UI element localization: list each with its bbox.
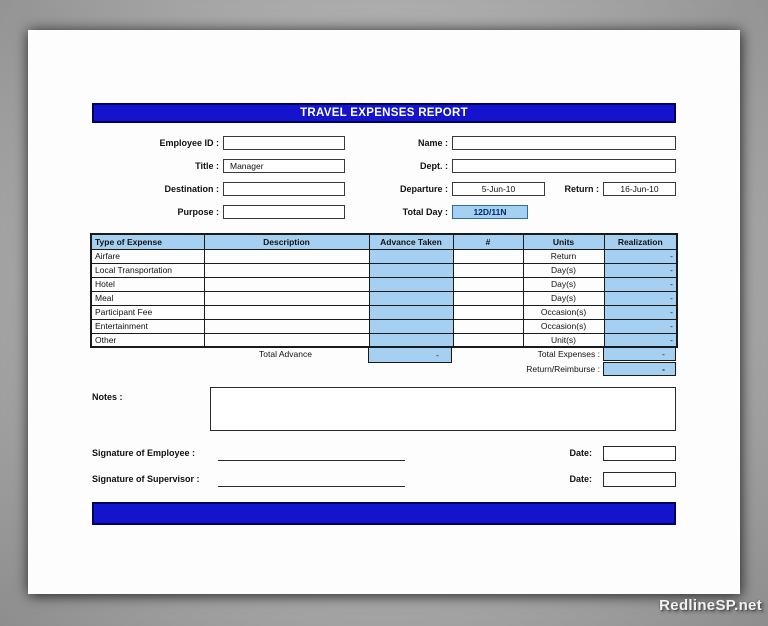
- qty-cell[interactable]: [453, 263, 523, 277]
- realization-cell: -: [604, 319, 677, 333]
- realization-cell: -: [604, 277, 677, 291]
- header-units: Units: [523, 234, 604, 249]
- total-expenses-value: -: [603, 347, 676, 361]
- table-row: [91, 305, 677, 319]
- title-field[interactable]: Manager: [223, 159, 345, 173]
- qty-cell[interactable]: [453, 277, 523, 291]
- total-advance-value: -: [368, 347, 452, 363]
- description-cell[interactable]: [204, 291, 369, 305]
- description-cell[interactable]: [204, 263, 369, 277]
- description-cell[interactable]: [204, 333, 369, 347]
- date-employee-field[interactable]: [603, 446, 676, 461]
- units-cell: Day(s): [523, 277, 604, 291]
- type-cell: Local Transportation: [91, 263, 204, 277]
- header-description: Description: [204, 234, 369, 249]
- name-field[interactable]: [452, 136, 676, 150]
- destination-field[interactable]: [223, 182, 345, 196]
- notes-label: Notes :: [92, 392, 123, 402]
- realization-cell: -: [604, 249, 677, 263]
- signature-employee-line[interactable]: [218, 460, 405, 461]
- report-title-banner: TRAVEL EXPENSES REPORT: [92, 103, 676, 123]
- header-realization: Realization: [604, 234, 677, 249]
- total-expenses-label: Total Expenses :: [537, 349, 600, 359]
- employee-id-label: Employee ID :: [159, 138, 219, 148]
- realization-cell: -: [604, 305, 677, 319]
- dept-label: Dept. :: [420, 161, 448, 171]
- watermark-text: RedlineSP.net: [659, 597, 762, 614]
- return-field[interactable]: 16-Jun-10: [603, 182, 676, 196]
- advance-taken-cell[interactable]: [369, 277, 453, 291]
- dept-field[interactable]: [452, 159, 676, 173]
- header-advance-taken: Advance Taken: [369, 234, 453, 249]
- date-supervisor-field[interactable]: [603, 472, 676, 487]
- employee-id-field[interactable]: [223, 136, 345, 150]
- description-cell[interactable]: [204, 319, 369, 333]
- header-qty: #: [453, 234, 523, 249]
- units-cell: Day(s): [523, 263, 604, 277]
- notes-field[interactable]: [210, 387, 676, 431]
- purpose-label: Purpose :: [177, 207, 219, 217]
- date-employee-label: Date:: [569, 448, 592, 458]
- signature-supervisor-line[interactable]: [218, 486, 405, 487]
- signature-employee-label: Signature of Employee :: [92, 448, 196, 458]
- qty-cell[interactable]: [453, 291, 523, 305]
- name-label: Name :: [417, 138, 448, 148]
- description-cell[interactable]: [204, 277, 369, 291]
- total-advance-label: Total Advance: [259, 349, 312, 359]
- qty-cell[interactable]: [453, 305, 523, 319]
- table-row: [91, 249, 677, 263]
- type-cell: Entertainment: [91, 319, 204, 333]
- units-cell: Occasion(s): [523, 319, 604, 333]
- realization-cell: -: [604, 291, 677, 305]
- units-cell: Occasion(s): [523, 305, 604, 319]
- signature-supervisor-label: Signature of Supervisor :: [92, 474, 200, 484]
- date-supervisor-label: Date:: [569, 474, 592, 484]
- advance-taken-cell[interactable]: [369, 305, 453, 319]
- description-cell[interactable]: [204, 249, 369, 263]
- expense-table-header-row: [91, 234, 677, 249]
- bottom-accent-bar: [92, 502, 676, 525]
- type-cell: Other: [91, 333, 204, 347]
- realization-cell: -: [604, 263, 677, 277]
- type-cell: Participant Fee: [91, 305, 204, 319]
- description-cell[interactable]: [204, 305, 369, 319]
- table-row: [91, 319, 677, 333]
- realization-cell: -: [604, 333, 677, 347]
- departure-field[interactable]: 5-Jun-10: [452, 182, 545, 196]
- units-cell: Unit(s): [523, 333, 604, 347]
- type-cell: Airfare: [91, 249, 204, 263]
- report-page: [28, 30, 740, 594]
- table-row: [91, 291, 677, 305]
- table-row: [91, 333, 677, 347]
- advance-taken-cell[interactable]: [369, 333, 453, 347]
- table-row: [91, 277, 677, 291]
- return-label: Return :: [564, 184, 599, 194]
- purpose-field[interactable]: [223, 205, 345, 219]
- type-cell: Meal: [91, 291, 204, 305]
- advance-taken-cell[interactable]: [369, 291, 453, 305]
- total-day-label: Total Day :: [402, 207, 448, 217]
- units-cell: Day(s): [523, 291, 604, 305]
- destination-label: Destination :: [164, 184, 219, 194]
- total-day-value: 12D/11N: [452, 205, 528, 219]
- qty-cell[interactable]: [453, 319, 523, 333]
- departure-label: Departure :: [399, 184, 448, 194]
- advance-taken-cell[interactable]: [369, 319, 453, 333]
- units-cell: Return: [523, 249, 604, 263]
- expense-table: [90, 233, 678, 348]
- return-reimburse-value: -: [603, 362, 676, 376]
- advance-taken-cell[interactable]: [369, 249, 453, 263]
- qty-cell[interactable]: [453, 333, 523, 347]
- return-reimburse-label: Return/Reimburse :: [526, 364, 600, 374]
- type-cell: Hotel: [91, 277, 204, 291]
- title-label: Title :: [195, 161, 219, 171]
- table-row: [91, 263, 677, 277]
- advance-taken-cell[interactable]: [369, 263, 453, 277]
- header-type-of-expense: Type of Expense: [91, 234, 204, 249]
- qty-cell[interactable]: [453, 249, 523, 263]
